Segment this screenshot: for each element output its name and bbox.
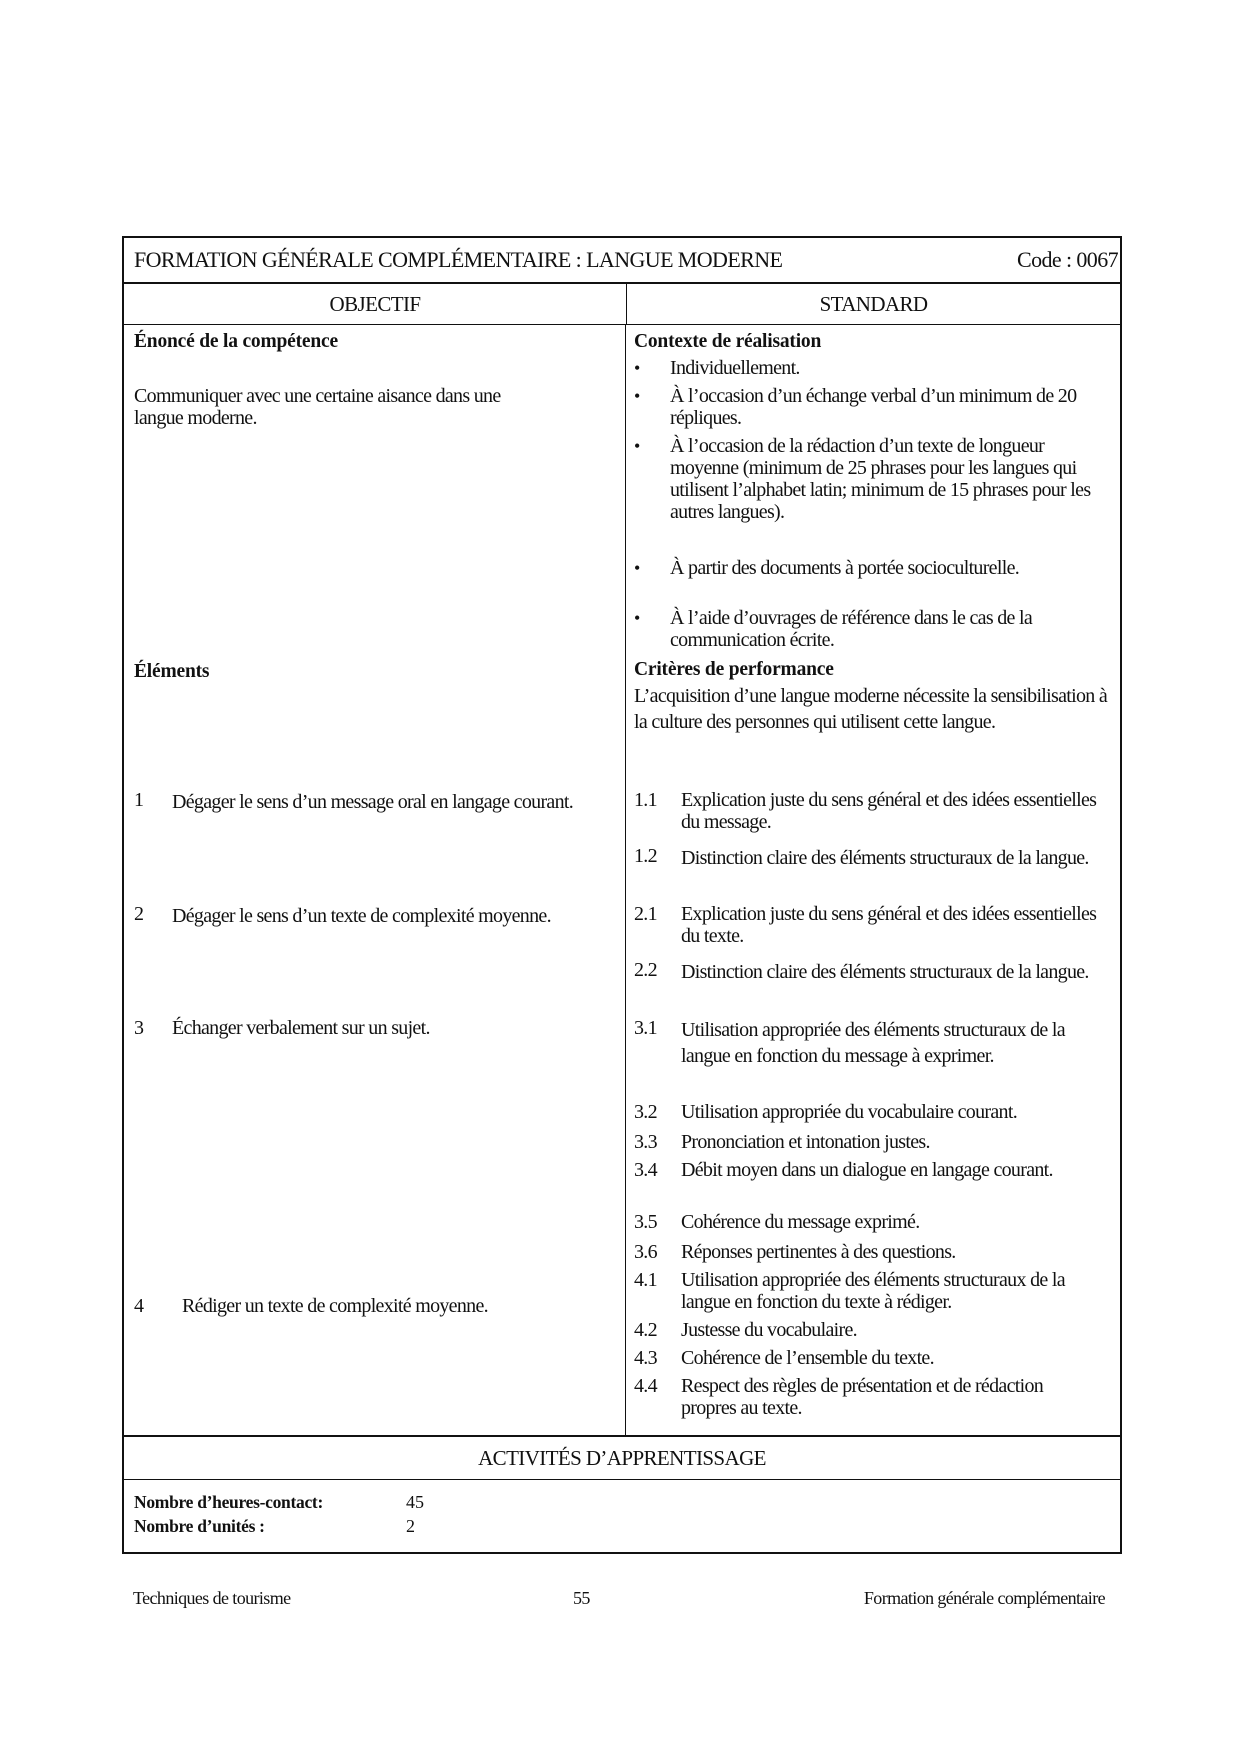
title-row	[124, 238, 1120, 284]
critere-number: 3.5	[634, 1211, 657, 1233]
contexte-item	[634, 357, 1114, 379]
critere-number: 3.4	[634, 1159, 657, 1181]
critere-number: 4.4	[634, 1375, 657, 1397]
critere-item	[634, 1131, 1114, 1153]
critere-text: Explication juste du sens général et des idées essentielles du texte.	[681, 903, 1097, 947]
element-number: 2	[134, 903, 144, 925]
column-header-objectif: OBJECTIF	[124, 284, 627, 324]
critere-number: 2.2	[634, 959, 657, 981]
unites-row	[134, 1516, 415, 1537]
criteres-intro: L’acquisition d’une langue moderne nécessite la sensibilisation à la culture des personnes qui utilisent cette langue.	[634, 685, 1108, 733]
contexte-heading: Contexte de réalisation	[634, 331, 822, 352]
footer-page-number: 55	[573, 1588, 590, 1608]
critere-number: 2.1	[634, 903, 657, 925]
contexte-text: À l’occasion de la rédaction d’un texte de longueur moyenne (minimum de 25 phrases pour les langues qui utilisent l’alphabet latin; minimum de 15 phrases pour les autres langues).	[670, 435, 1091, 523]
critere-number: 3.6	[634, 1241, 657, 1263]
standard-column	[626, 325, 1120, 1435]
objectif-column	[124, 325, 626, 1435]
critere-text: Explication juste du sens général et des idées essentielles du message.	[681, 789, 1097, 833]
critere-text: Distinction claire des éléments structuraux de la langue.	[681, 961, 1089, 983]
critere-item	[634, 1347, 1114, 1369]
competency-code: Code : 0067	[1017, 247, 1118, 272]
element-text: Dégager le sens d’un message oral en langage courant.	[172, 791, 574, 813]
critere-item	[634, 1159, 1114, 1181]
critere-number: 3.1	[634, 1017, 657, 1039]
element-number: 1	[134, 789, 144, 811]
critere-text: Justesse du vocabulaire.	[681, 1319, 857, 1341]
elements-heading: Éléments	[134, 661, 210, 682]
enonce-line: Communiquer avec une certaine aisance dans une	[134, 385, 501, 407]
critere-text: Débit moyen dans un dialogue en langage courant.	[681, 1159, 1053, 1181]
bullet-icon: •	[634, 436, 640, 456]
critere-number: 1.2	[634, 845, 657, 867]
critere-text: Réponses pertinentes à des questions.	[681, 1241, 956, 1263]
contexte-item	[634, 607, 1114, 651]
critere-number: 4.2	[634, 1319, 657, 1341]
critere-text: Utilisation appropriée du vocabulaire courant.	[681, 1101, 1018, 1123]
critere-text: Cohérence du message exprimé.	[681, 1211, 920, 1233]
critere-item	[634, 1319, 1114, 1341]
contexte-item	[634, 435, 1114, 523]
column-headers	[124, 284, 1120, 325]
element-item	[134, 1295, 614, 1317]
content-body	[124, 325, 1120, 1435]
activites-heading: ACTIVITÉS D’APPRENTISSAGE	[124, 1435, 1120, 1480]
page-title: FORMATION GÉNÉRALE COMPLÉMENTAIRE : LANGUE MODERNE	[134, 247, 783, 272]
critere-number: 4.3	[634, 1347, 657, 1369]
element-text: Rédiger un texte de complexité moyenne.	[182, 1295, 488, 1317]
element-text: Dégager le sens d’un texte de complexité moyenne.	[172, 905, 551, 927]
critere-item	[634, 1211, 1114, 1233]
heures-contact-row	[134, 1492, 424, 1513]
critere-item	[634, 1241, 1114, 1263]
contexte-text: À l’occasion d’un échange verbal d’un minimum de 20 répliques.	[670, 385, 1077, 429]
contexte-item	[634, 557, 1114, 579]
critere-text: Respect des règles de présentation et de rédaction propres au texte.	[681, 1375, 1044, 1419]
critere-text: Utilisation appropriée des éléments structuraux de la langue en fonction du message à exprimer.	[681, 1019, 1065, 1067]
critere-item	[634, 789, 1114, 833]
bullet-icon: •	[634, 558, 640, 578]
critere-item	[634, 845, 1114, 871]
element-number: 3	[134, 1017, 144, 1039]
contexte-item	[634, 385, 1114, 429]
critere-item	[634, 903, 1114, 947]
critere-text: Prononciation et intonation justes.	[681, 1131, 930, 1153]
bullet-icon: •	[634, 358, 640, 378]
critere-item	[634, 1269, 1114, 1313]
critere-item	[634, 959, 1114, 985]
column-header-standard: STANDARD	[819, 291, 928, 316]
footer-program: Techniques de tourisme	[133, 1588, 291, 1608]
contexte-text: À l’aide d’ouvrages de référence dans le cas de la communication écrite.	[670, 607, 1033, 651]
heures-contact-value: 45	[406, 1492, 424, 1512]
critere-text: Distinction claire des éléments structuraux de la langue.	[681, 847, 1089, 869]
activites-stats	[124, 1480, 1120, 1552]
critere-text: Utilisation appropriée des éléments structuraux de la langue en fonction du texte à rédiger.	[681, 1269, 1065, 1313]
element-number: 4	[134, 1295, 144, 1317]
element-text: Échanger verbalement sur un sujet.	[172, 1017, 430, 1039]
enonce-line: langue moderne.	[134, 407, 257, 429]
bullet-icon: •	[634, 386, 640, 406]
critere-number: 4.1	[634, 1269, 657, 1291]
contexte-text: Individuellement.	[670, 357, 800, 379]
critere-text: Cohérence de l’ensemble du texte.	[681, 1347, 934, 1369]
heures-contact-label: Nombre d’heures-contact:	[134, 1492, 323, 1512]
unites-label: Nombre d’unités :	[134, 1516, 265, 1536]
critere-number: 1.1	[634, 789, 657, 811]
enonce-text	[134, 385, 614, 429]
element-item	[134, 903, 614, 929]
critere-item	[634, 1101, 1114, 1123]
footer-section: Formation générale complémentaire	[863, 1588, 1105, 1608]
enonce-heading: Énoncé de la compétence	[134, 331, 338, 352]
element-item	[134, 1017, 614, 1039]
critere-item	[634, 1017, 1114, 1069]
unites-value: 2	[406, 1516, 415, 1536]
competency-sheet	[122, 236, 1122, 1554]
criteres-heading: Critères de performance	[634, 659, 834, 680]
critere-number: 3.3	[634, 1131, 657, 1153]
contexte-text: À partir des documents à portée socioculturelle.	[670, 557, 1020, 579]
critere-item	[634, 1375, 1114, 1419]
critere-number: 3.2	[634, 1101, 657, 1123]
bullet-icon: •	[634, 608, 640, 628]
element-item	[134, 789, 614, 815]
